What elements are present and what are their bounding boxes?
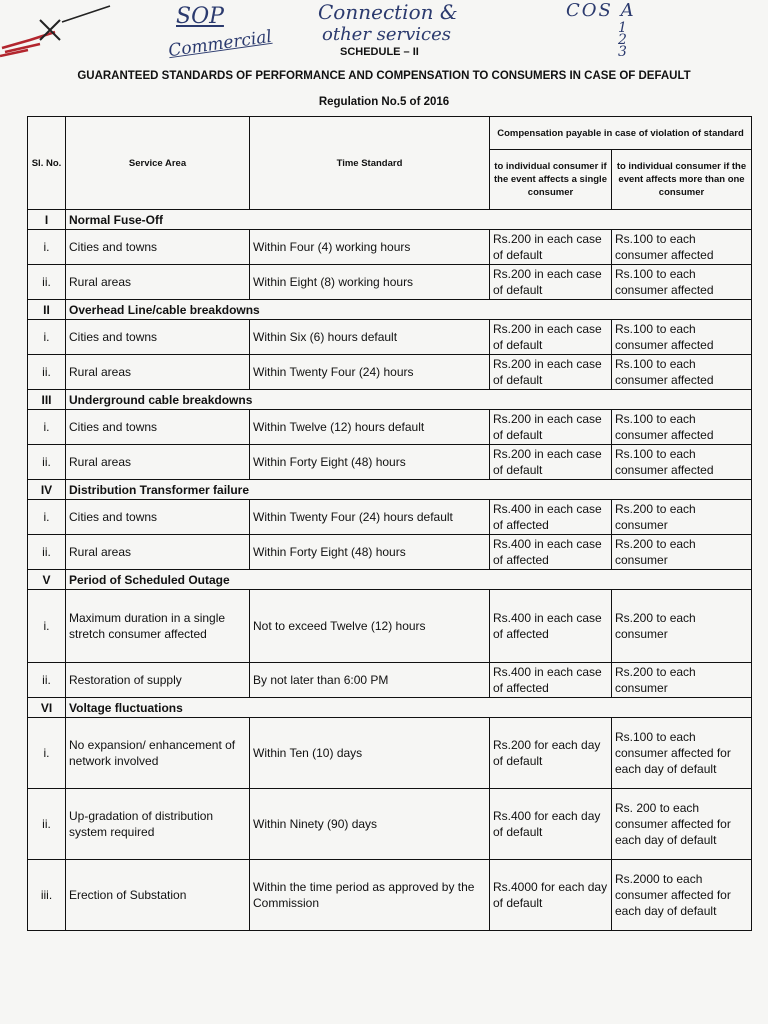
table-row: [28, 535, 752, 570]
time-standard-cell: Within Ten (10) days: [250, 718, 490, 789]
section-row: [28, 300, 752, 320]
row-number: ii.: [28, 535, 66, 570]
compensation-multiple-cell: Rs.200 to each consumer: [612, 535, 752, 570]
row-number: i.: [28, 410, 66, 445]
time-standard-cell: Within the time period as approved by the Commission: [250, 860, 490, 931]
header-individual-single: to individual consumer if the event affects a single consumer: [490, 150, 612, 210]
handwritten-connection: Connection &: [318, 0, 458, 24]
table-row: [28, 590, 752, 663]
document-heading: GUARANTEED STANDARDS OF PERFORMANCE AND COMPENSATION TO CONSUMERS IN CASE OF DEFAULT: [77, 70, 691, 82]
schedule-label: SCHEDULE – II: [340, 46, 419, 58]
compensation-multiple-cell: Rs.2000 to each consumer affected for each day of default: [612, 860, 752, 931]
row-number: i.: [28, 718, 66, 789]
table-row: [28, 355, 752, 390]
table-body: [28, 210, 752, 931]
compensation-multiple-cell: Rs.100 to each consumer affected: [612, 265, 752, 300]
compensation-single-cell: Rs.400 in each case of affected: [490, 500, 612, 535]
time-standard-cell: Not to exceed Twelve (12) hours: [250, 590, 490, 663]
time-standard-cell: Within Twenty Four (24) hours: [250, 355, 490, 390]
service-area-cell: Maximum duration in a single stretch consumer affected: [66, 590, 250, 663]
row-number: ii.: [28, 445, 66, 480]
compensation-multiple-cell: Rs.100 to each consumer affected: [612, 410, 752, 445]
compensation-single-cell: Rs.400 in each case of affected: [490, 663, 612, 698]
compensation-single-cell: Rs.200 in each case of default: [490, 265, 612, 300]
service-area-cell: Up-gradation of distribution system required: [66, 789, 250, 860]
compensation-single-cell: Rs.400 for each day of default: [490, 789, 612, 860]
time-standard-cell: By not later than 6:00 PM: [250, 663, 490, 698]
section-title: Overhead Line/cable breakdowns: [66, 300, 752, 320]
compensation-multiple-cell: Rs.100 to each consumer affected: [612, 230, 752, 265]
table-row: [28, 265, 752, 300]
compensation-multiple-cell: Rs.200 to each consumer: [612, 590, 752, 663]
row-number: i.: [28, 320, 66, 355]
compensation-multiple-cell: Rs.100 to each consumer affected: [612, 320, 752, 355]
compensation-single-cell: Rs.4000 for each day of default: [490, 860, 612, 931]
header-service-area: Service Area: [66, 117, 250, 210]
table-row: [28, 860, 752, 931]
section-number: III: [28, 390, 66, 410]
section-row: [28, 570, 752, 590]
header-individual-multiple: to individual consumer if the event affects more than one consumer: [612, 150, 752, 210]
service-area-cell: Cities and towns: [66, 500, 250, 535]
section-row: [28, 480, 752, 500]
handwritten-cos: COS A: [566, 0, 636, 21]
row-number: i.: [28, 230, 66, 265]
section-number: II: [28, 300, 66, 320]
header-sl-no: Sl. No.: [28, 117, 66, 210]
section-row: [28, 390, 752, 410]
time-standard-cell: Within Four (4) working hours: [250, 230, 490, 265]
table-row: [28, 320, 752, 355]
handwritten-numbers: 1 2 3: [618, 20, 627, 60]
compensation-multiple-cell: Rs.200 to each consumer: [612, 500, 752, 535]
compensation-multiple-cell: Rs.200 to each consumer: [612, 663, 752, 698]
section-number: VI: [28, 698, 66, 718]
service-area-cell: Cities and towns: [66, 410, 250, 445]
compensation-single-cell: Rs.400 in each case of affected: [490, 535, 612, 570]
service-area-cell: Cities and towns: [66, 230, 250, 265]
section-title: Period of Scheduled Outage: [66, 570, 752, 590]
table-row: [28, 410, 752, 445]
service-area-cell: Restoration of supply: [66, 663, 250, 698]
service-area-cell: No expansion/ enhancement of network involved: [66, 718, 250, 789]
compensation-single-cell: Rs.200 in each case of default: [490, 320, 612, 355]
table-row: [28, 718, 752, 789]
standards-table: [27, 116, 752, 931]
row-number: iii.: [28, 860, 66, 931]
row-number: ii.: [28, 789, 66, 860]
table-row: [28, 789, 752, 860]
handwritten-other-services: other services: [322, 24, 452, 45]
compensation-single-cell: Rs.200 in each case of default: [490, 355, 612, 390]
compensation-multiple-cell: Rs.100 to each consumer affected for each day of default: [612, 718, 752, 789]
table-row: [28, 500, 752, 535]
section-title: Normal Fuse-Off: [66, 210, 752, 230]
section-title: Distribution Transformer failure: [66, 480, 752, 500]
row-number: i.: [28, 500, 66, 535]
compensation-multiple-cell: Rs. 200 to each consumer affected for each day of default: [612, 789, 752, 860]
header-time-standard: Time Standard: [250, 117, 490, 210]
service-area-cell: Rural areas: [66, 265, 250, 300]
service-area-cell: Rural areas: [66, 535, 250, 570]
table-row: [28, 663, 752, 698]
time-standard-cell: Within Ninety (90) days: [250, 789, 490, 860]
time-standard-cell: Within Twenty Four (24) hours default: [250, 500, 490, 535]
row-number: i.: [28, 590, 66, 663]
time-standard-cell: Within Eight (8) working hours: [250, 265, 490, 300]
time-standard-cell: Within Forty Eight (48) hours: [250, 445, 490, 480]
time-standard-cell: Within Six (6) hours default: [250, 320, 490, 355]
section-number: I: [28, 210, 66, 230]
table-row: [28, 445, 752, 480]
section-title: Voltage fluctuations: [66, 698, 752, 718]
service-area-cell: Rural areas: [66, 355, 250, 390]
time-standard-cell: Within Twelve (12) hours default: [250, 410, 490, 445]
section-row: [28, 698, 752, 718]
row-number: ii.: [28, 355, 66, 390]
section-title: Underground cable breakdowns: [66, 390, 752, 410]
service-area-cell: Cities and towns: [66, 320, 250, 355]
service-area-cell: Rural areas: [66, 445, 250, 480]
row-number: ii.: [28, 265, 66, 300]
section-number: V: [28, 570, 66, 590]
header-compensation: Compensation payable in case of violation of standard: [490, 117, 752, 150]
handwritten-sop: SOP: [176, 4, 224, 29]
compensation-single-cell: Rs.200 in each case of default: [490, 445, 612, 480]
compensation-single-cell: Rs.200 in each case of default: [490, 230, 612, 265]
compensation-multiple-cell: Rs.100 to each consumer affected: [612, 445, 752, 480]
table-row: [28, 230, 752, 265]
regulation-number: Regulation No.5 of 2016: [318, 96, 450, 108]
time-standard-cell: Within Forty Eight (48) hours: [250, 535, 490, 570]
section-row: [28, 210, 752, 230]
compensation-single-cell: Rs.400 in each case of affected: [490, 590, 612, 663]
pen-scribble-icon: [0, 0, 120, 70]
row-number: ii.: [28, 663, 66, 698]
compensation-single-cell: Rs.200 in each case of default: [490, 410, 612, 445]
handwritten-commercial: Commercial: [167, 26, 274, 62]
section-number: IV: [28, 480, 66, 500]
compensation-single-cell: Rs.200 for each day of default: [490, 718, 612, 789]
compensation-multiple-cell: Rs.100 to each consumer affected: [612, 355, 752, 390]
service-area-cell: Erection of Substation: [66, 860, 250, 931]
